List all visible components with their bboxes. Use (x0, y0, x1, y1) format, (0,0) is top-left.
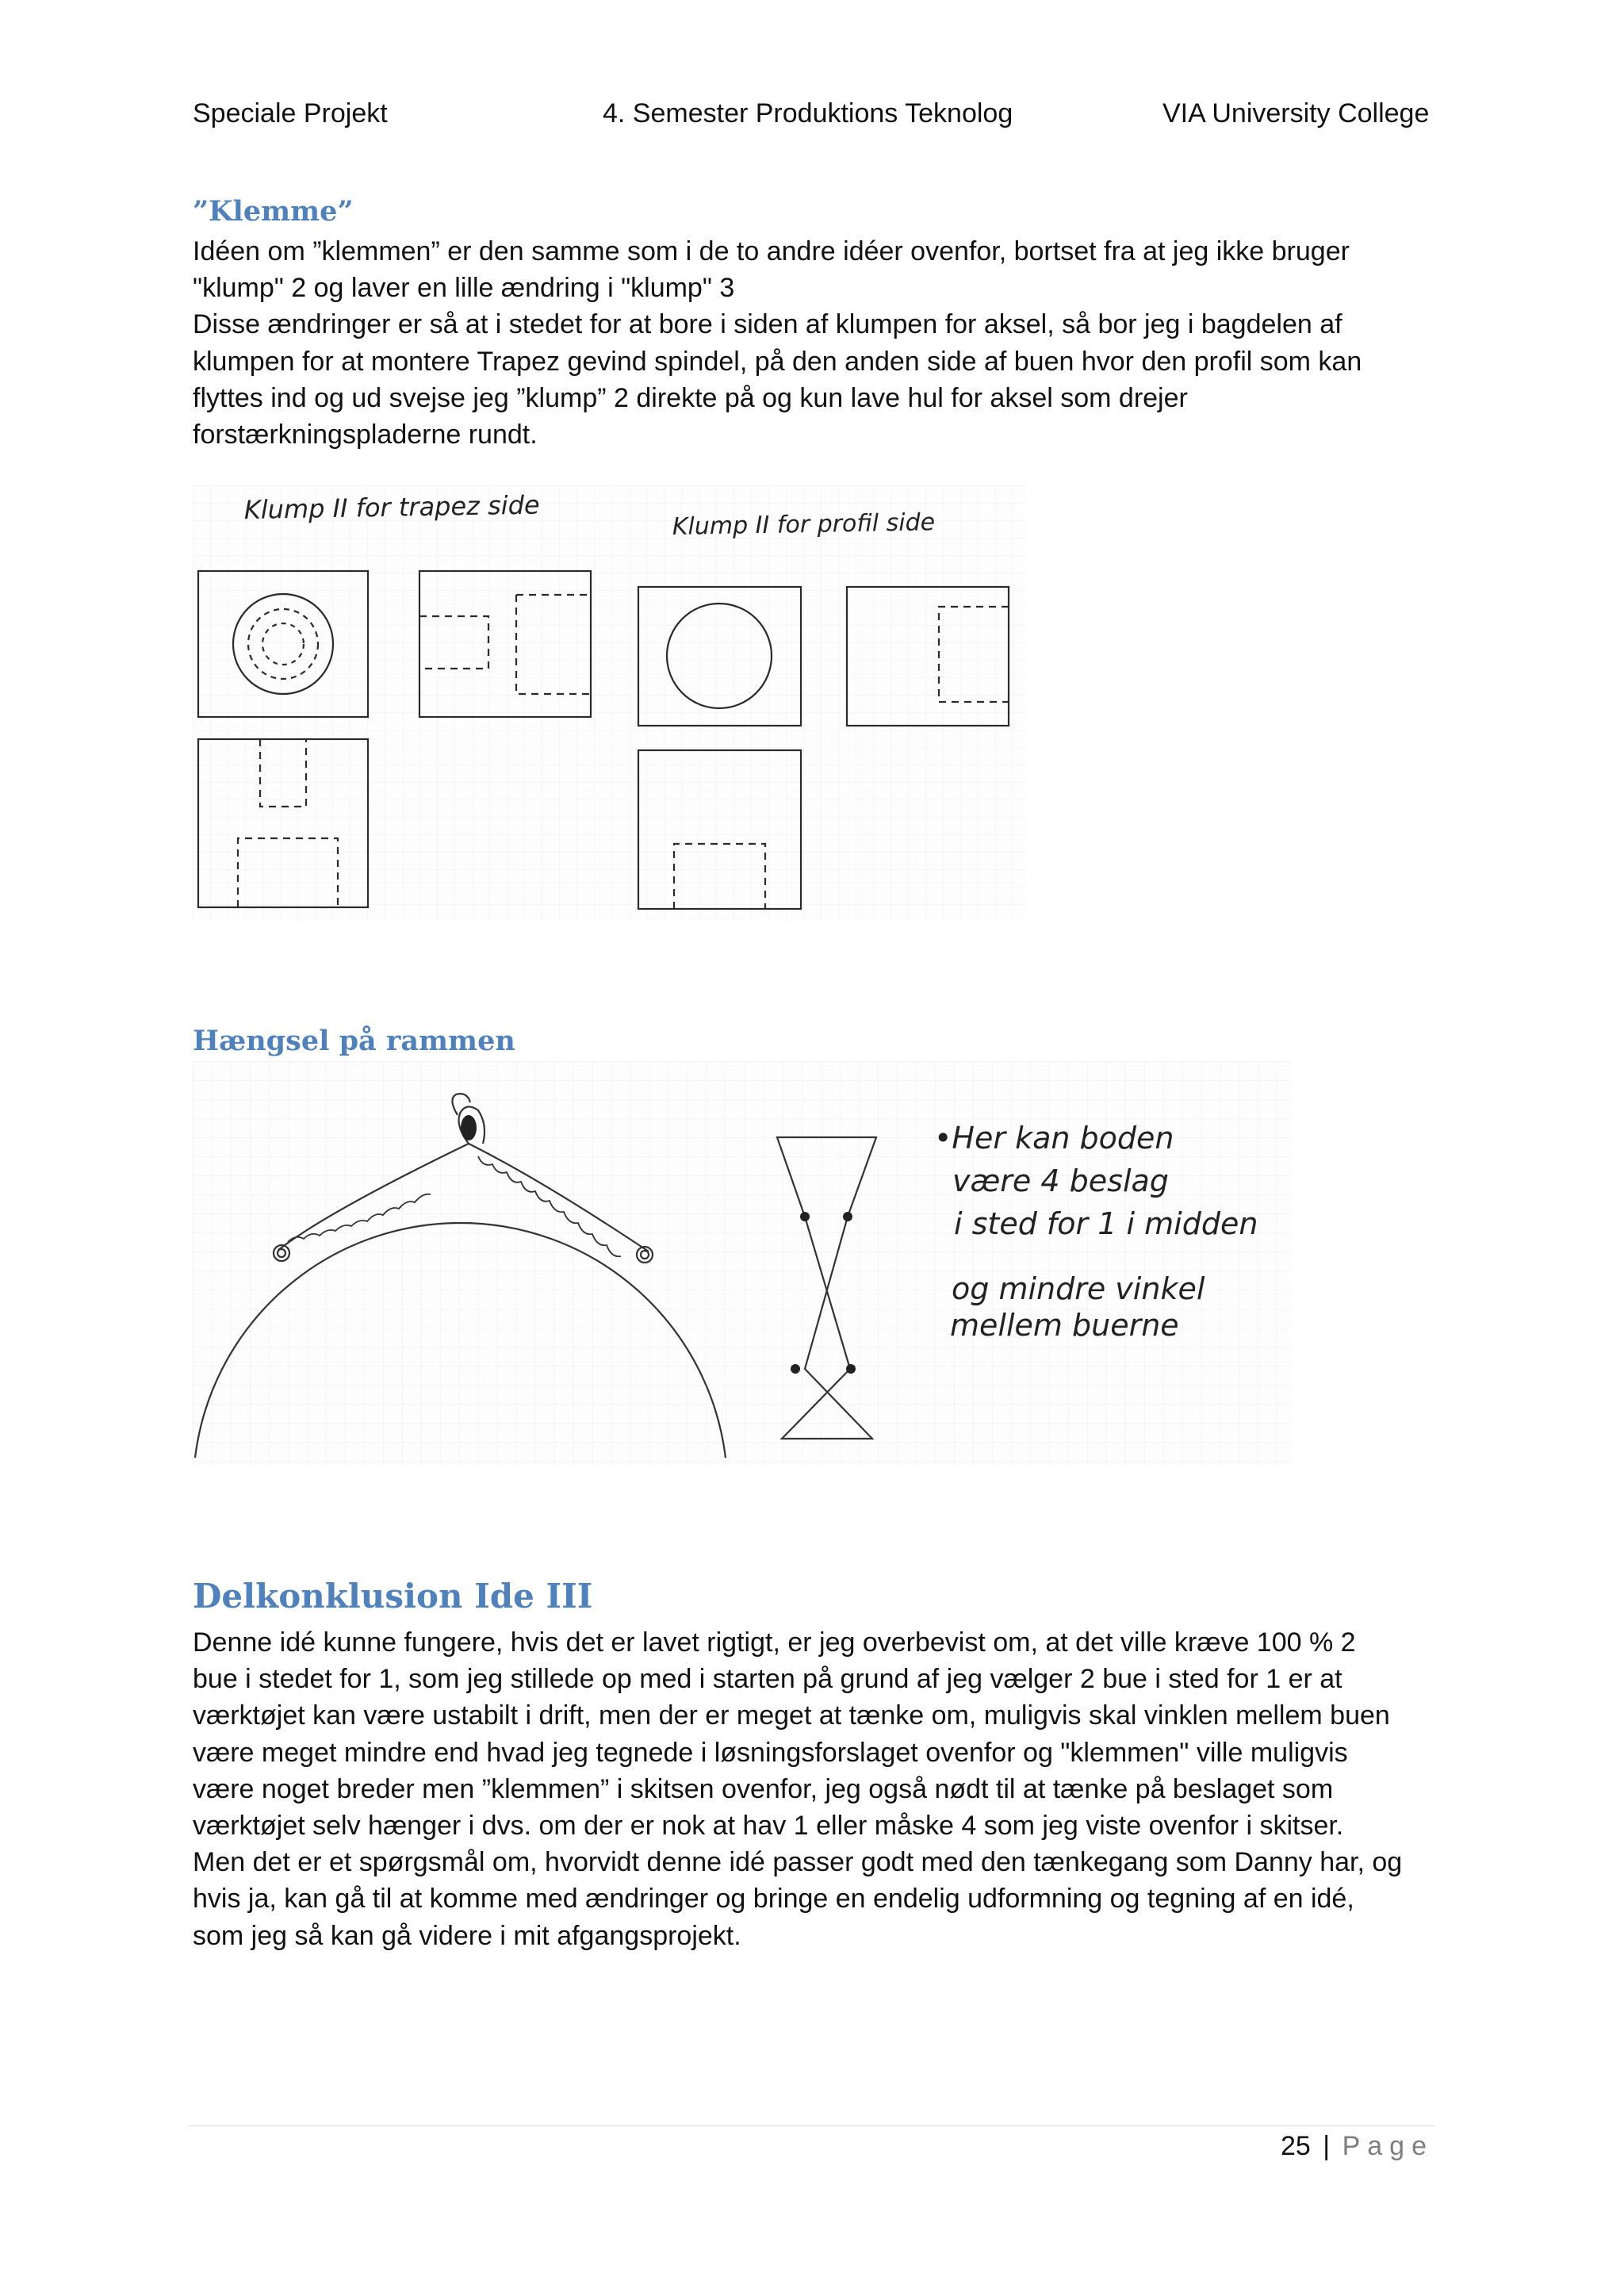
klemme-heading: ”Klemme” (193, 195, 354, 228)
note-line: •Her kan boden (934, 1121, 1174, 1156)
header-center: 4. Semester Produktions Teknolog (603, 98, 1013, 128)
paragraph-line: værktøjet kan være ustabilt i drift, men der er meget at tænke om, muligvis skal vinklen mellem buen (193, 1700, 1390, 1731)
haengsel-sketch-image (193, 1061, 1291, 1466)
page-separator: | (1323, 2131, 1331, 2161)
paragraph-line: forstærkningspladerne rundt. (193, 420, 538, 450)
page-number: 25 (1281, 2131, 1311, 2161)
paragraph-line: som jeg så kan gå videre i mit afgangsprojekt. (193, 1920, 741, 1951)
note-line: mellem buerne (950, 1308, 1179, 1343)
klump-sketch-image (193, 485, 1025, 922)
header-right: VIA University College (1162, 98, 1430, 128)
paragraph-line: være meget mindre end hvad jeg tegnede i løsningsforslaget ovenfor og "klemmen" ville muligvis (193, 1737, 1348, 1768)
paragraph-line: hvis ja, kan gå til at komme med ændringer og bringe en endelig udformning og tegning af en idé, (193, 1884, 1354, 1915)
note-line: og mindre vinkel (952, 1271, 1205, 1306)
klemme-paragraph (193, 233, 1446, 453)
sketch-label-profil: Klump II for profil side (672, 508, 936, 541)
delkonklusion-paragraph (193, 1624, 1446, 1954)
header-left: Speciale Projekt (193, 98, 388, 128)
paragraph-line: Disse ændringer er så at i stedet for at bore i siden af klumpen for aksel, så bor jeg i bagdelen af (193, 309, 1342, 340)
paragraph-line: bue i stedet for 1, som jeg stillede op med i starten på grund af jeg vælger 2 bue i sted for 1 er at (193, 1664, 1342, 1695)
paragraph-line: Denne idé kunne fungere, hvis det er lavet rigtigt, er jeg overbevist om, at det ville kræve 100 % 2 (193, 1627, 1356, 1658)
note-line: være 4 beslag (952, 1163, 1169, 1198)
paragraph-line: Idéen om ”klemmen” er den samme som i de to andre idéer ovenfor, bortset fra at jeg ikke bruger (193, 236, 1350, 266)
page-word: Page (1342, 2131, 1434, 2161)
haengsel-heading: Hængsel på rammen (193, 1025, 515, 1057)
paragraph-line: være noget breder men ”klemmen” i skitsen ovenfor, jeg også nødt til at tænke på beslaget som (193, 1773, 1334, 1804)
paragraph-line: flyttes ind og ud svejse jeg ”klump” 2 direkte på og kun lave hul for aksel som drejer (193, 382, 1188, 413)
footer-divider (188, 2125, 1435, 2126)
sketch-label-trapez: Klump II for trapez side (243, 489, 540, 525)
paragraph-line: Men det er et spørgsmål om, hvorvidt denne idé passer godt med den tænkegang som Danny har, og (193, 1847, 1403, 1878)
page-footer (1281, 2131, 1434, 2162)
paragraph-line: værktøjet selv hænger i dvs. om der er nok at hav 1 eller måske 4 som jeg viste ovenfor i skitser. (193, 1811, 1344, 1842)
paragraph-line: "klump" 2 og laver en lille ændring i "klump" 3 (193, 273, 735, 304)
note-line: i sted for 1 i midden (954, 1206, 1258, 1241)
paragraph-line: klumpen for at montere Trapez gevind spindel, på den anden side af buen hvor den profil som kan (193, 346, 1362, 377)
delkonklusion-heading: Delkonklusion Ide III (193, 1577, 593, 1616)
